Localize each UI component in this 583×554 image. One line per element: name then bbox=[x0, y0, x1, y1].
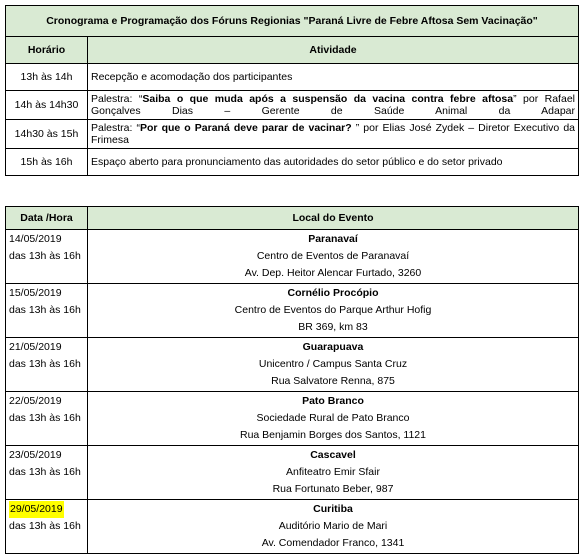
schedule-header-row bbox=[6, 37, 579, 64]
event-venue: Unicentro / Campus Santa Cruz bbox=[258, 358, 408, 370]
event-date-cell bbox=[6, 284, 88, 338]
event-venue: Auditório Mario de Mari bbox=[278, 520, 388, 532]
schedule-time: 13h às 14h bbox=[6, 64, 88, 91]
schedule-row bbox=[6, 64, 579, 91]
event-time: das 13h às 16h bbox=[9, 358, 81, 370]
schedule-table bbox=[5, 5, 579, 176]
event-time: das 13h às 16h bbox=[9, 466, 81, 478]
schedule-row bbox=[6, 91, 579, 120]
event-row bbox=[6, 230, 579, 284]
activity-text: Recepção e acomodação dos participantes bbox=[91, 70, 293, 83]
event-place-cell bbox=[88, 338, 579, 392]
event-date: 23/05/2019 bbox=[9, 449, 62, 461]
activity-text: Palestra: “ bbox=[91, 92, 143, 105]
talk-title: Por que o Paraná deve parar de vacinar? bbox=[140, 121, 356, 134]
header-place: Local do Evento bbox=[88, 207, 579, 230]
event-date: 29/05/2019 bbox=[9, 501, 64, 518]
event-time: das 13h às 16h bbox=[9, 250, 81, 262]
event-row bbox=[6, 446, 579, 500]
events-table bbox=[5, 206, 579, 554]
event-venue: Centro de Eventos de Paranavaí bbox=[256, 250, 410, 262]
event-address: Av. Dep. Heitor Alencar Furtado, 3260 bbox=[244, 267, 422, 279]
event-date: 14/05/2019 bbox=[9, 233, 62, 245]
activity-speaker: ” por Rafael Gonçalves Dias – Gerente de Saúde Animal da Adapar bbox=[91, 92, 575, 117]
header-activity: Atividade bbox=[88, 37, 579, 64]
event-time: das 13h às 16h bbox=[9, 304, 81, 316]
event-place-cell bbox=[88, 392, 579, 446]
activity-text: Espaço aberto para pronunciamento das autoridades do setor público e do setor privado bbox=[91, 155, 503, 168]
event-date: 22/05/2019 bbox=[9, 395, 62, 407]
document-title: Cronograma e Programação dos Fóruns Regionias "Paraná Livre de Febre Aftosa Sem Vacinação" bbox=[6, 6, 579, 37]
schedule-activity bbox=[88, 149, 579, 176]
event-address: Rua Salvatore Renna, 875 bbox=[271, 375, 395, 387]
event-city: Curitiba bbox=[313, 503, 353, 515]
event-place-cell bbox=[88, 284, 579, 338]
event-city: Cornélio Procópio bbox=[287, 287, 379, 299]
event-date-cell bbox=[6, 338, 88, 392]
event-city: Guarapuava bbox=[302, 341, 364, 353]
event-date-cell bbox=[6, 392, 88, 446]
header-date: Data /Hora bbox=[6, 207, 88, 230]
schedule-activity bbox=[88, 64, 579, 91]
schedule-row bbox=[6, 120, 579, 149]
event-city: Paranavaí bbox=[308, 233, 358, 245]
event-row bbox=[6, 500, 579, 554]
event-date: 21/05/2019 bbox=[9, 341, 62, 353]
talk-title: Saiba o que muda após a suspensão da vacina contra febre aftosa bbox=[142, 92, 514, 105]
event-city: Pato Branco bbox=[302, 395, 364, 407]
schedule-time: 15h às 16h bbox=[6, 149, 88, 176]
schedule-activity bbox=[88, 120, 579, 149]
event-time: das 13h às 16h bbox=[9, 412, 81, 424]
event-address: Av. Comendador Franco, 1341 bbox=[261, 537, 405, 549]
event-date-cell bbox=[6, 500, 88, 554]
schedule-time: 14h30 às 15h bbox=[6, 120, 88, 149]
event-place-cell bbox=[88, 230, 579, 284]
event-venue: Centro de Eventos do Parque Arthur Hofig bbox=[234, 304, 432, 316]
event-venue: Sociedade Rural de Pato Branco bbox=[256, 412, 410, 424]
event-address: BR 369, km 83 bbox=[298, 321, 368, 333]
event-venue: Anfiteatro Emir Sfair bbox=[286, 466, 380, 478]
schedule-activity bbox=[88, 91, 579, 120]
event-row bbox=[6, 284, 579, 338]
event-date: 15/05/2019 bbox=[9, 287, 62, 299]
event-city: Cascavel bbox=[310, 449, 356, 461]
event-row bbox=[6, 392, 579, 446]
schedule-time: 14h às 14h30 bbox=[6, 91, 88, 120]
events-header-row bbox=[6, 207, 579, 230]
event-address: Rua Benjamin Borges dos Santos, 1121 bbox=[239, 429, 426, 441]
event-place-cell bbox=[88, 500, 579, 554]
event-time: das 13h às 16h bbox=[9, 520, 81, 532]
event-place-cell bbox=[88, 446, 579, 500]
activity-text: Palestra: “ bbox=[91, 121, 140, 134]
header-time: Horário bbox=[6, 37, 88, 64]
event-row bbox=[6, 338, 579, 392]
event-date-cell bbox=[6, 230, 88, 284]
event-address: Rua Fortunato Beber, 987 bbox=[272, 483, 394, 495]
activity-speaker: ” por Elias José Zydek – Diretor Executivo da Frimesa bbox=[91, 121, 575, 146]
event-date-cell bbox=[6, 446, 88, 500]
schedule-row bbox=[6, 149, 579, 176]
